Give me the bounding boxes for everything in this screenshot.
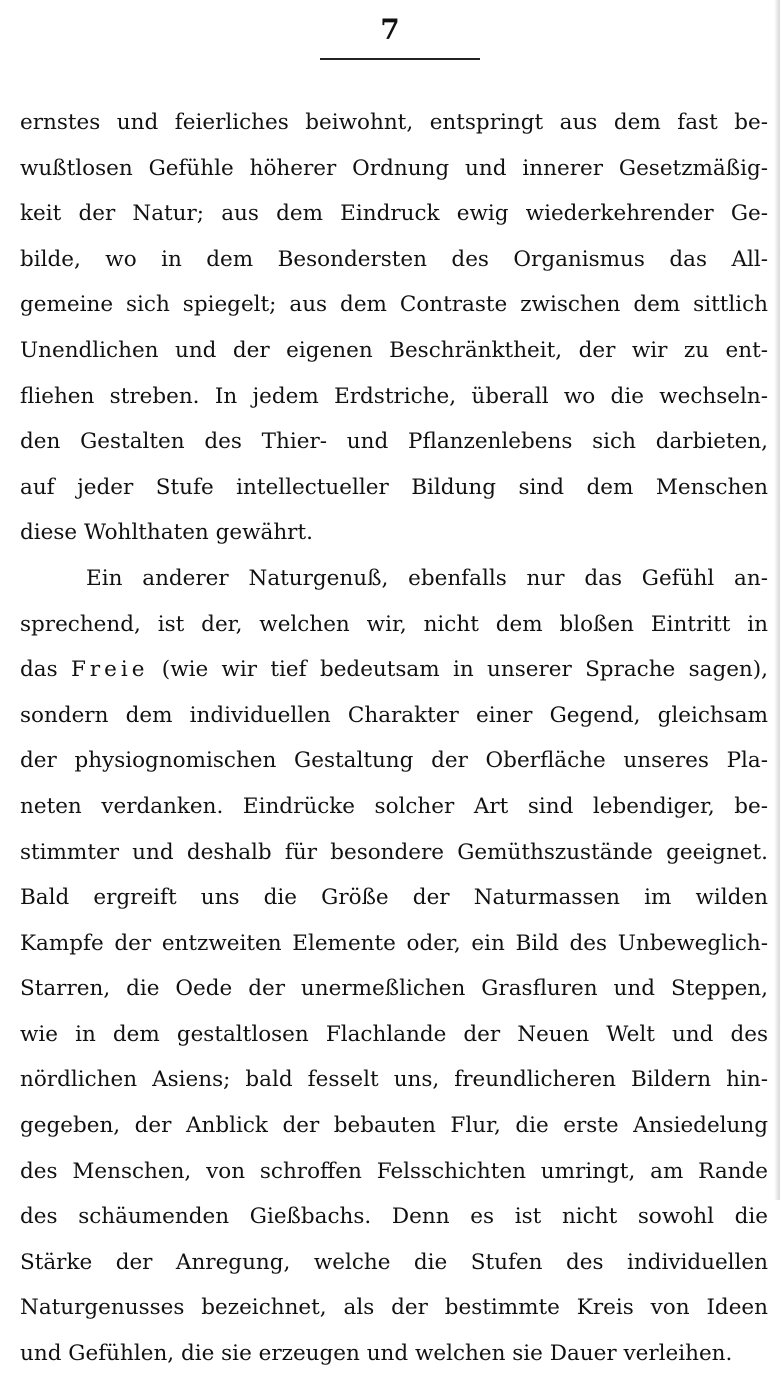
page-edge-shadow [774,0,780,1200]
text-line: des schäumenden Gießbachs. Denn es ist nicht sowohl die [20,1204,768,1230]
text-line: fliehen streben. In jedem Erdstriche, überall wo die wechseln- [20,383,768,409]
text-line: gemeine sich spiegelt; aus dem Contraste zwischen dem sittlich [20,292,768,318]
text-line: nördlichen Asiens; bald fesselt uns, freundlicheren Bildern hin- [20,1067,768,1093]
text-line: den Gestalten des Thier- und Pflanzenlebens sich darbieten, [20,429,768,455]
text-line: sondern dem individuellen Charakter einer Gegend, gleichsam [20,702,768,728]
body-text [20,100,768,1377]
text-line: diese Wohlthaten gewährt. [20,520,313,546]
paragraph-1 [20,100,768,556]
text-line: ernstes und feierliches beiwohnt, entspringt aus dem fast be- [20,110,768,135]
text-line: bilde, wo in dem Besondersten des Organismus das All- [20,246,768,272]
text-line: neten verdanken. Eindrücke solcher Art sind lebendiger, be- [20,793,768,819]
text-line: keit der Natur; aus dem Eindruck ewig wiederkehrender Ge- [20,201,768,227]
text-line: und Gefühlen, die sie erzeugen und welchen sie Dauer verleihen. [20,1341,733,1367]
text-line: gegeben, der Anblick der bebauten Flur, die erste Ansiedelung [20,1113,768,1139]
paragraph-2 [20,556,768,1377]
text-line: Bald ergreift uns die Größe der Naturmassen im wilden [20,885,768,911]
text-line: des Menschen, von schroffen Felsschichten umringt, am Rande [20,1158,768,1184]
text-line: Starren, die Oede der unermeßlichen Grasfluren und Steppen, [20,976,768,1002]
text-line: wußtlosen Gefühle höherer Ordnung und innerer Gesetzmäßig- [20,155,768,181]
text-line: Ein anderer Naturgenuß, ebenfalls nur das Gefühl an- [86,565,768,591]
header-rule [320,58,480,60]
text-line: sprechend, ist der, welchen wir, nicht dem bloßen Eintritt in [20,611,768,637]
emphasized-word: Freie [70,657,149,683]
text-segment: (wie wir tief bedeutsam in unserer Sprache sagen), [148,657,768,683]
text-line: wie in dem gestaltlosen Flachlande der Neuen Welt und des [20,1021,768,1047]
text-line: stimmter und deshalb für besondere Gemüthszustände geeignet. [20,839,768,865]
text-line: Kampfe der entzweiten Elemente oder, ein Bild des Unbeweglich- [20,930,768,956]
text-line: der physiognomischen Gestaltung der Oberfläche unseres Pla- [20,748,768,774]
text-line-spaced-emphasis [20,647,768,693]
text-line: Stärke der Anregung, welche die Stufen des individuellen [20,1249,768,1275]
text-line: auf jeder Stufe intellectueller Bildung sind dem Menschen [20,474,768,500]
text-line: Naturgenusses bezeichnet, als der bestimmte Kreis von Ideen [20,1295,768,1321]
text-line: Unendlichen und der eigenen Beschränktheit, der wir zu ent- [20,337,768,363]
page-number: 7 [380,13,400,46]
text-segment: das [20,657,71,683]
